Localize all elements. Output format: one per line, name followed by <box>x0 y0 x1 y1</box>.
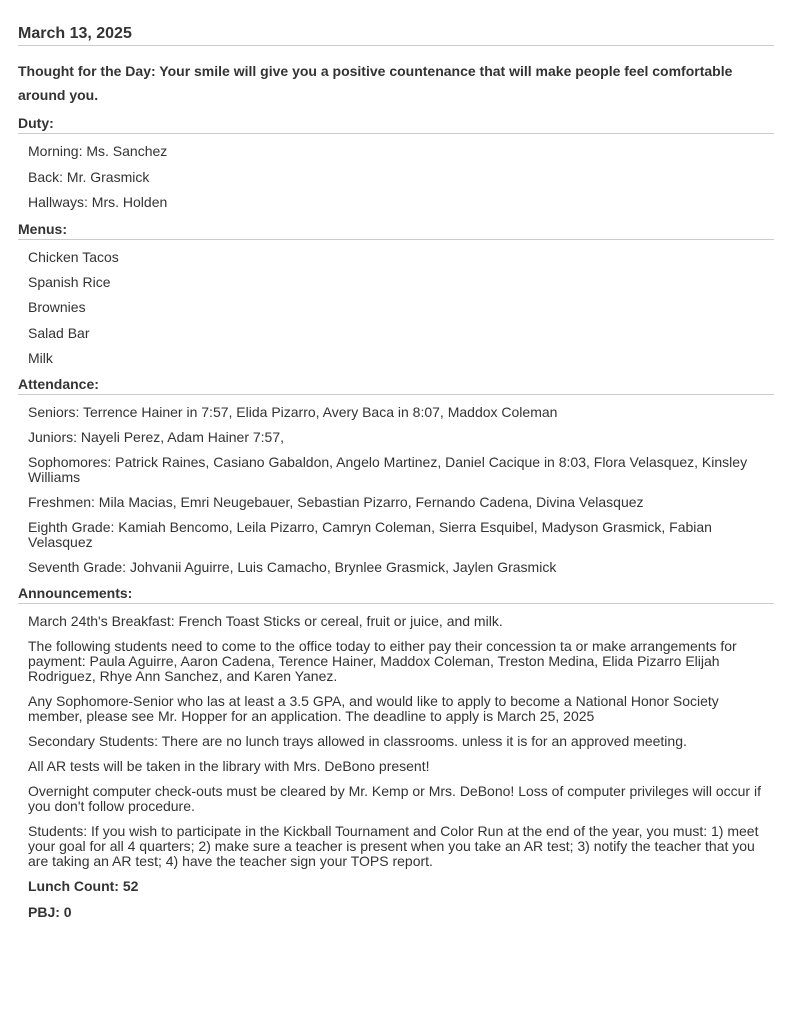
menus-heading: Menus: <box>18 221 774 240</box>
list-item: Sophomores: Patrick Raines, Casiano Gabaldon, Angelo Martinez, Daniel Cacique in 8:03, Flora Velasquez, Kinsley Williams <box>28 454 748 486</box>
pbj-count: PBJ: 0 <box>28 904 72 921</box>
attendance-heading: Attendance: <box>18 376 774 395</box>
list-item: Brownies <box>28 299 86 316</box>
list-item: Secondary Students: There are no lunch trays allowed in classrooms. unless it is for an approved meeting. <box>28 733 687 750</box>
list-item: The following students need to come to the office today to either pay their concession ta or make arrangements for payment: Paula Aguirre, Aaron Cadena, Terence Hainer, Maddox Coleman, Treston Medina, Elida Pizarro Elijah Rodriguez, Rhye Ann Sanchez, and Karen Yanez. <box>28 638 737 685</box>
list-item: Students: If you wish to participate in the Kickball Tournament and Color Run at the end of the year, you must: 1) meet your goal for all 4 quarters; 2) make sure a teacher is present when you take an AR test; 3) notify the teacher that you are taking an AR test; 4) have the teacher sign your TOPS report. <box>28 823 759 870</box>
thought-for-the-day: Thought for the Day: Your smile will give you a positive countenance that will make people feel comfortable around you. <box>18 63 733 103</box>
list-item: All AR tests will be taken in the library with Mrs. DeBono present! <box>28 758 430 775</box>
list-item: Chicken Tacos <box>28 248 119 265</box>
list-item: Seniors: Terrence Hainer in 7:57, Elida Pizarro, Avery Baca in 8:07, Maddox Coleman <box>28 404 558 421</box>
attendance-list <box>18 395 774 575</box>
list-item: Any Sophomore-Senior who las at least a 3.5 GPA, and would like to apply to become a National Honor Society member, please see Mr. Hopper for an application. The deadline to apply is March 25, 2025 <box>28 693 719 725</box>
list-item: Milk <box>28 350 53 367</box>
announcements-heading: Announcements: <box>18 585 774 604</box>
list-item: Morning: Ms. Sanchez <box>28 143 168 159</box>
list-item: March 24th's Breakfast: French Toast Sticks or cereal, fruit or juice, and milk. <box>28 613 503 630</box>
lunch-count: Lunch Count: 52 <box>28 878 139 895</box>
list-item: Spanish Rice <box>28 273 111 290</box>
list-item: Juniors: Nayeli Perez, Adam Hainer 7:57, <box>28 429 285 446</box>
list-item: Back: Mr. Grasmick <box>28 168 150 185</box>
bulletin-date: March 13, 2025 <box>18 0 774 46</box>
list-item: Salad Bar <box>28 324 90 341</box>
announcements-list <box>18 604 774 920</box>
list-item: Hallways: Mrs. Holden <box>28 194 168 210</box>
list-item: Eighth Grade: Kamiah Bencomo, Leila Pizarro, Camryn Coleman, Sierra Esquibel, Madyson Grasmick, Fabian Velasquez <box>28 519 712 551</box>
duty-heading: Duty: <box>18 115 774 134</box>
menu-list <box>18 240 774 367</box>
list-item: Seventh Grade: Johvanii Aguirre, Luis Camacho, Brynlee Grasmick, Jaylen Grasmick <box>28 559 557 576</box>
list-item: Freshmen: Mila Macias, Emri Neugebauer, Sebastian Pizarro, Fernando Cadena, Divina Velasquez <box>28 494 644 511</box>
list-item: Overnight computer check-outs must be cleared by Mr. Kemp or Mrs. DeBono! Loss of computer privileges will occur if you don't follow procedure. <box>28 783 761 815</box>
duty-list <box>18 134 774 210</box>
